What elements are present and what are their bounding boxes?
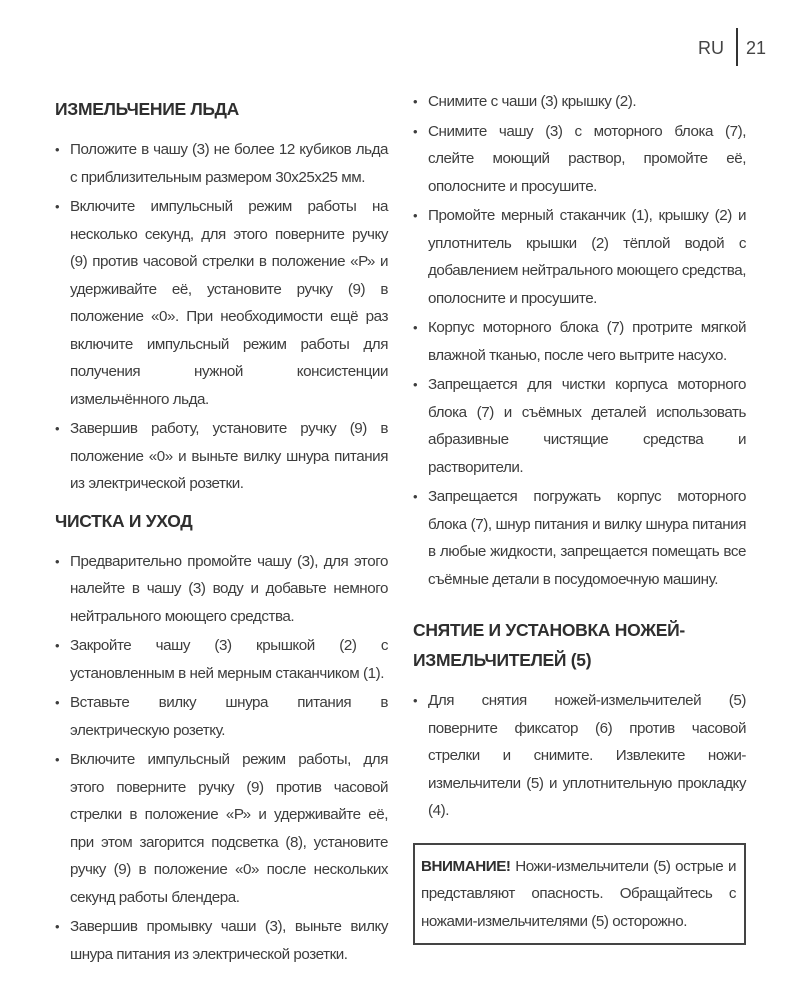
list-item: • Для снятия ножей-измельчителей (5) поверните фиксатор (6) против часовой стрелки и снимите. Извлеките ножи-измельчители (5) и уплотнительную прокладку (4).: [413, 687, 746, 825]
list-item: • Снимите с чаши (3) крышку (2).: [413, 88, 746, 116]
warning-text: Ножи-измельчители (5) острые и представляют опасность. Обращайтесь с ножами-измельчителями (5) осторожно.: [421, 857, 736, 930]
list-item: • Корпус моторного блока (7) протрите мягкой влажной тканью, после чего вытрите насухо.: [413, 314, 746, 369]
list-item: • Закройте чашу (3) крышкой (2) с установленным в ней мерным стаканчиком (1).: [55, 632, 388, 687]
warning-label: ВНИМАНИЕ!: [421, 857, 511, 875]
list-item: • Завершив работу, установите ручку (9) в положение «0» и выньте вилку шнура питания из электрической розетки.: [55, 415, 388, 498]
left-column: [55, 88, 388, 970]
warning-box: [413, 843, 746, 946]
list-item: • Запрещается для чистки корпуса моторного блока (7) и съёмных деталей использовать абразивные чистящие средства и растворители.: [413, 371, 746, 481]
list-item: • Включите импульсный режим работы, для этого поверните ручку (9) против часовой стрелки в положение «Р» и удерживайте её, при этом загорится подсветка (8), установите ручку (9) в положение «0» после нескольких секунд работы блендера.: [55, 746, 388, 911]
section-title-cleaning: ЧИСТКА И УХОД: [55, 510, 193, 531]
language-code: RU: [697, 38, 724, 58]
section-title-ice-crushing: ИЗМЕЛЬЧЕНИЕ ЛЬДА: [55, 99, 239, 119]
cleaning-list: [55, 548, 388, 969]
list-item: • Вставьте вилку шнура питания в электрическую розетку.: [55, 689, 388, 744]
cleaning-list-continued: [413, 88, 746, 593]
blade-removal-list: [413, 687, 746, 825]
right-column: [413, 88, 746, 945]
list-item: • Положите в чашу (3) не более 12 кубиков льда с приблизительным размером 30х25х25 мм.: [55, 136, 388, 191]
list-item: • Промойте мерный стаканчик (1), крышку (2) и уплотнитель крышки (2) тёплой водой с добавлением нейтрального моющего средства, ополосните и просушите.: [413, 202, 746, 312]
list-item: • Снимите чашу (3) с моторного блока (7), слейте моющий раствор, промойте её, ополосните и просушите.: [413, 118, 746, 201]
page-header: [698, 34, 766, 66]
section-title-blade-removal: СНЯТИЕ И УСТАНОВКА НОЖЕЙ-ИЗМЕЛЬЧИТЕЛЕЙ (5): [413, 620, 685, 670]
ice-crushing-list: [55, 136, 388, 498]
list-item: • Завершив промывку чаши (3), выньте вилку шнура питания из электрической розетки.: [55, 913, 388, 968]
page-number: 21: [745, 38, 766, 58]
list-item: • Запрещается погружать корпус моторного блока (7), шнур питания и вилку шнура питания в любые жидкости, запрещается помещать все съёмные детали в посудомоечную машину.: [413, 483, 746, 593]
list-item: • Предварительно промойте чашу (3), для этого налейте в чашу (3) воду и добавьте немного нейтрального моющего средства.: [55, 548, 388, 631]
list-item: • Включите импульсный режим работы на несколько секунд, для этого поверните ручку (9) против часовой стрелки в положение «Р» и удерживайте её, установите ручку (9) в положение «0». При необходимости ещё раз включите импульсный режим работы для получения нужной консистенции измельчённого льда.: [55, 193, 388, 413]
